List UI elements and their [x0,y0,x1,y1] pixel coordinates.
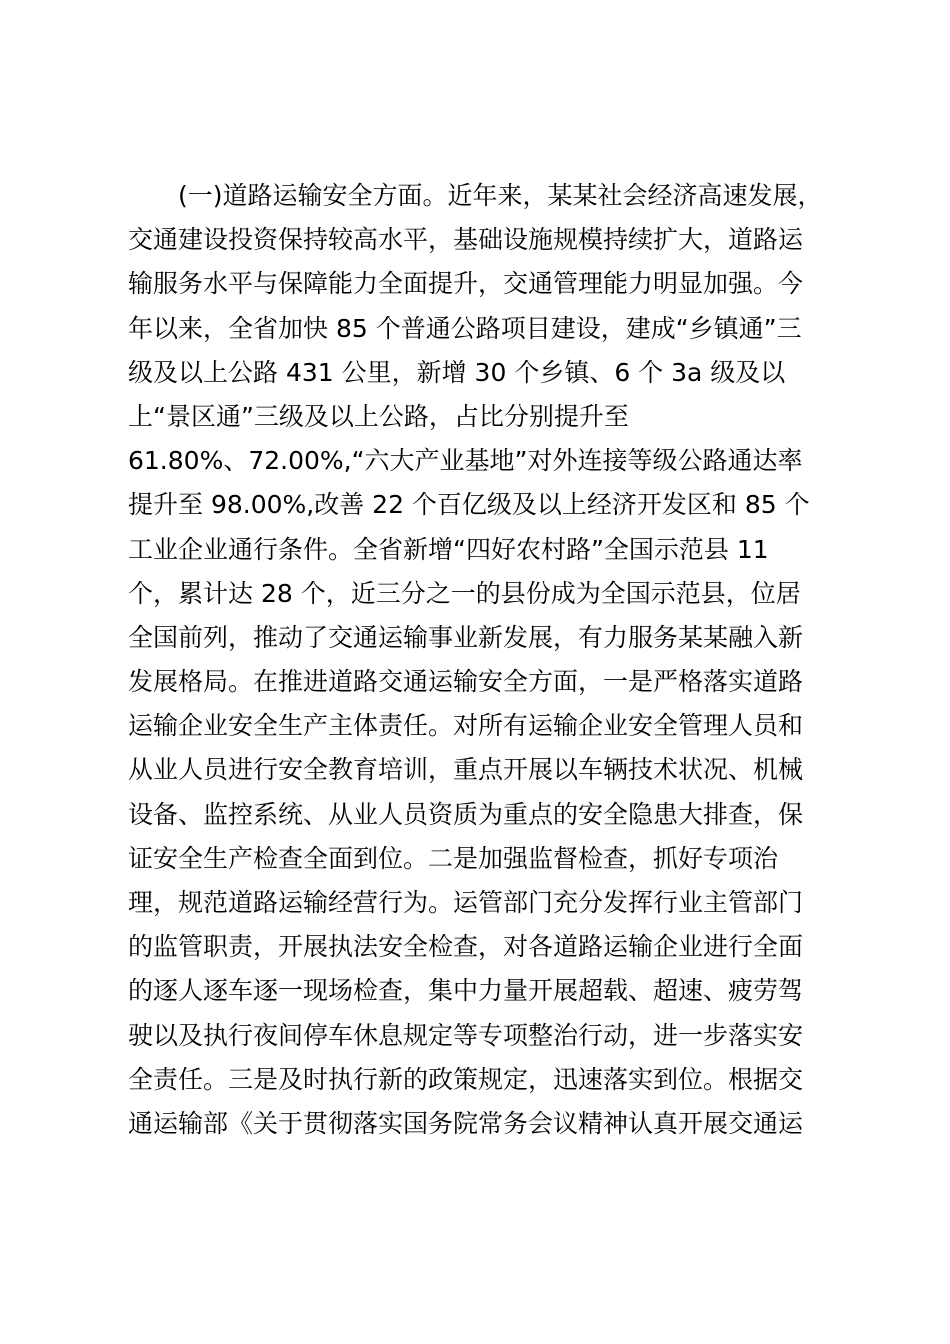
text-line: 理，规范道路运输经营行为。运管部门充分发挥行业主管部门 [128,888,804,917]
text-line: 提升至 98.00%,改善 22 个百亿级及以上经济开发区和 85 个 [128,490,810,520]
text-line: 个，累计达 28 个，近三分之一的县份成为全国示范县，位居 [128,578,801,608]
text-line: 工业企业通行条件。全省新增“四好农村路”全国示范县 11 [128,534,769,564]
text-line: 驶以及执行夜间停车休息规定等专项整治行动，进一步落实安 [128,1020,804,1050]
text-line: 全责任。三是及时执行新的政策规定，迅速落实到位。根据交 [128,1064,804,1094]
text-line: 输服务水平与保障能力全面提升，交通管理能力明显加强。今 [128,269,804,299]
body-paragraph [128,174,828,1146]
text-line: 从业人员进行安全教育培训，重点开展以车辆技术状况、机械 [128,755,804,785]
text-line: 交通建设投资保持较高水平，基础设施规模持续扩大，道路运 [128,225,804,255]
text-line: 运输企业安全生产主体责任。对所有运输企业安全管理人员和 [128,711,804,741]
text-line: 级及以上公路 431 公里，新增 30 个乡镇、6 个 3a 级及以 [128,357,786,387]
text-line: 证安全生产检查全面到位。二是加强监督检查，抓好专项治 [128,843,779,873]
text-line: 61.80%、72.00%,“六大产业基地”对外连接等级公路通达率 [128,446,803,476]
text-line: 发展格局。在推进道路交通运输安全方面，一是严格落实道路 [128,667,804,697]
text-line: 上“景区通”三级及以上公路，占比分别提升至 [128,401,629,431]
text-line: 的逐人逐车逐一现场检查，集中力量开展超载、超速、疲劳驾 [128,976,804,1006]
text-line: 全国前列，推动了交通运输事业新发展，有力服务某某融入新 [128,622,804,652]
text-line: 通运输部《关于贯彻落实国务院常务会议精神认真开展交通运 [128,1108,804,1138]
text-line: 的监管职责，开展执法安全检查，对各道路运输企业进行全面 [128,932,804,962]
text-line: (一)道路运输安全方面。近年来，某某社会经济高速发展， [178,181,823,210]
text-line: 年以来，全省加快 85 个普通公路项目建设，建成“乡镇通”三 [128,313,802,343]
text-line: 设备、监控系统、从业人员资质为重点的安全隐患大排查，保 [128,799,804,829]
